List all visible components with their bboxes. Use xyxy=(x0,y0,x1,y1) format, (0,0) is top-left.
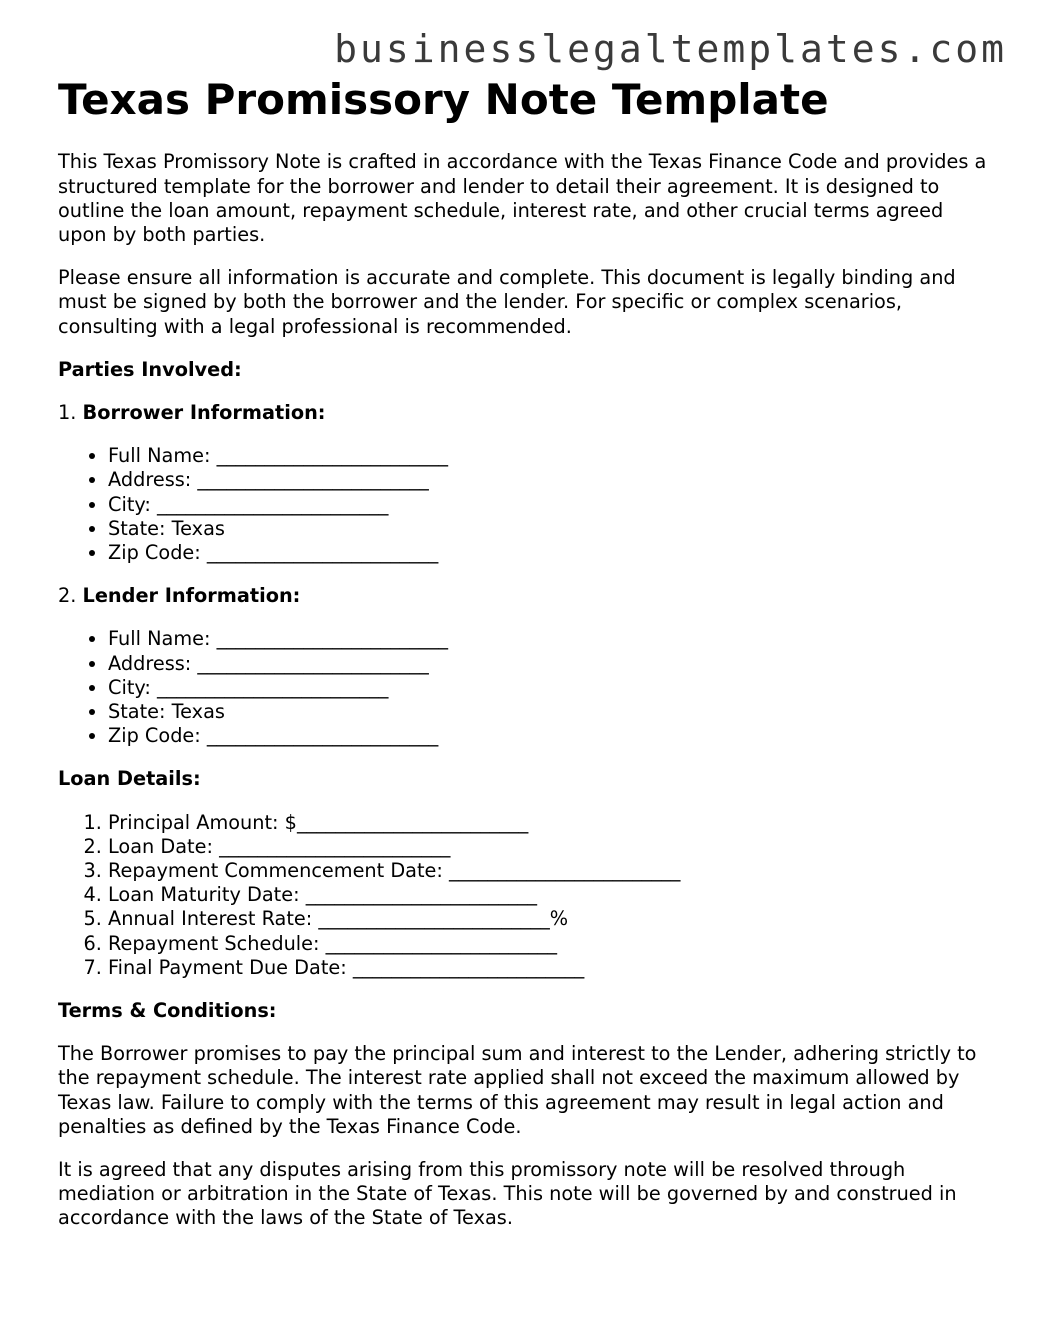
lender-zip-field[interactable]: • Zip Code: ________________________ xyxy=(108,724,993,748)
borrower-address-field[interactable]: • Address: ________________________ xyxy=(108,468,993,492)
lender-city-field[interactable]: • City: ________________________ xyxy=(108,676,993,700)
borrower-city-field[interactable]: • City: ________________________ xyxy=(108,493,993,517)
lender-state-field: • State: Texas xyxy=(108,700,993,724)
terms-heading: Terms & Conditions: xyxy=(58,998,277,1022)
loan-maturity-date-field[interactable]: 4. Loan Maturity Date: ________________________ xyxy=(108,883,993,907)
lender-number: 2. xyxy=(58,584,77,608)
principal-amount-field[interactable]: 1. Principal Amount: $________________________ xyxy=(108,811,993,835)
terms-paragraph: It is agreed that any disputes arising from this promissory note will be resolved through mediation or arbitration in the State of Texas. This note will be governed by and construed in accordance with the laws of the State of Texas. xyxy=(58,1158,957,1230)
borrower-full-name-field[interactable]: • Full Name: ________________________ xyxy=(108,444,993,468)
repayment-schedule-field[interactable]: 6. Repayment Schedule: ________________________ xyxy=(108,932,993,956)
borrower-zip-field[interactable]: • Zip Code: ________________________ xyxy=(108,541,993,565)
loan-details-heading: Loan Details: xyxy=(58,767,201,791)
page-title: Texas Promissory Note Template xyxy=(58,75,829,124)
document-body xyxy=(58,76,993,1250)
borrower-fields xyxy=(58,444,993,565)
terms-paragraph: The Borrower promises to pay the principal sum and interest to the Lender, adhering strictly to the repayment schedule. The interest rate applied shall not exceed the maximum allowed by Texas law. Failure to comply with the terms of this agreement may result in legal action and penalties as defined by the Texas Finance Code. xyxy=(58,1042,977,1138)
lender-fields xyxy=(58,627,993,748)
lender-heading-label: Lender Information: xyxy=(82,584,301,608)
borrower-heading-label: Borrower Information: xyxy=(82,400,326,424)
repayment-commencement-date-field[interactable]: 3. Repayment Commencement Date: ________________________ xyxy=(108,859,993,883)
lender-address-field[interactable]: • Address: ________________________ xyxy=(108,652,993,676)
lender-heading xyxy=(58,584,993,608)
loan-details-list xyxy=(58,811,993,980)
borrower-state-field: • State: Texas xyxy=(108,517,993,541)
final-payment-due-date-field[interactable]: 7. Final Payment Due Date: ________________________ xyxy=(108,956,993,980)
borrower-number: 1. xyxy=(58,400,77,424)
loan-date-field[interactable]: 2. Loan Date: ________________________ xyxy=(108,835,993,859)
parties-heading: Parties Involved: xyxy=(58,357,242,381)
annual-interest-rate-field[interactable]: 5. Annual Interest Rate: ________________________% xyxy=(108,907,993,931)
site-watermark: businesslegaltemplates.com xyxy=(334,27,1007,71)
lender-full-name-field[interactable]: • Full Name: ________________________ xyxy=(108,627,993,651)
intro-paragraph: Please ensure all information is accurate and complete. This document is legally binding and must be signed by both the borrower and the lender. For specific or complex scenarios, consulting with a legal professional is recommended. xyxy=(58,266,956,338)
borrower-heading xyxy=(58,401,993,425)
intro-paragraph: This Texas Promissory Note is crafted in accordance with the Texas Finance Code and provides a structured template for the borrower and lender to detail their agreement. It is designed to outline the loan amount, repayment schedule, interest rate, and other crucial terms agreed upon by both parties. xyxy=(58,150,987,246)
